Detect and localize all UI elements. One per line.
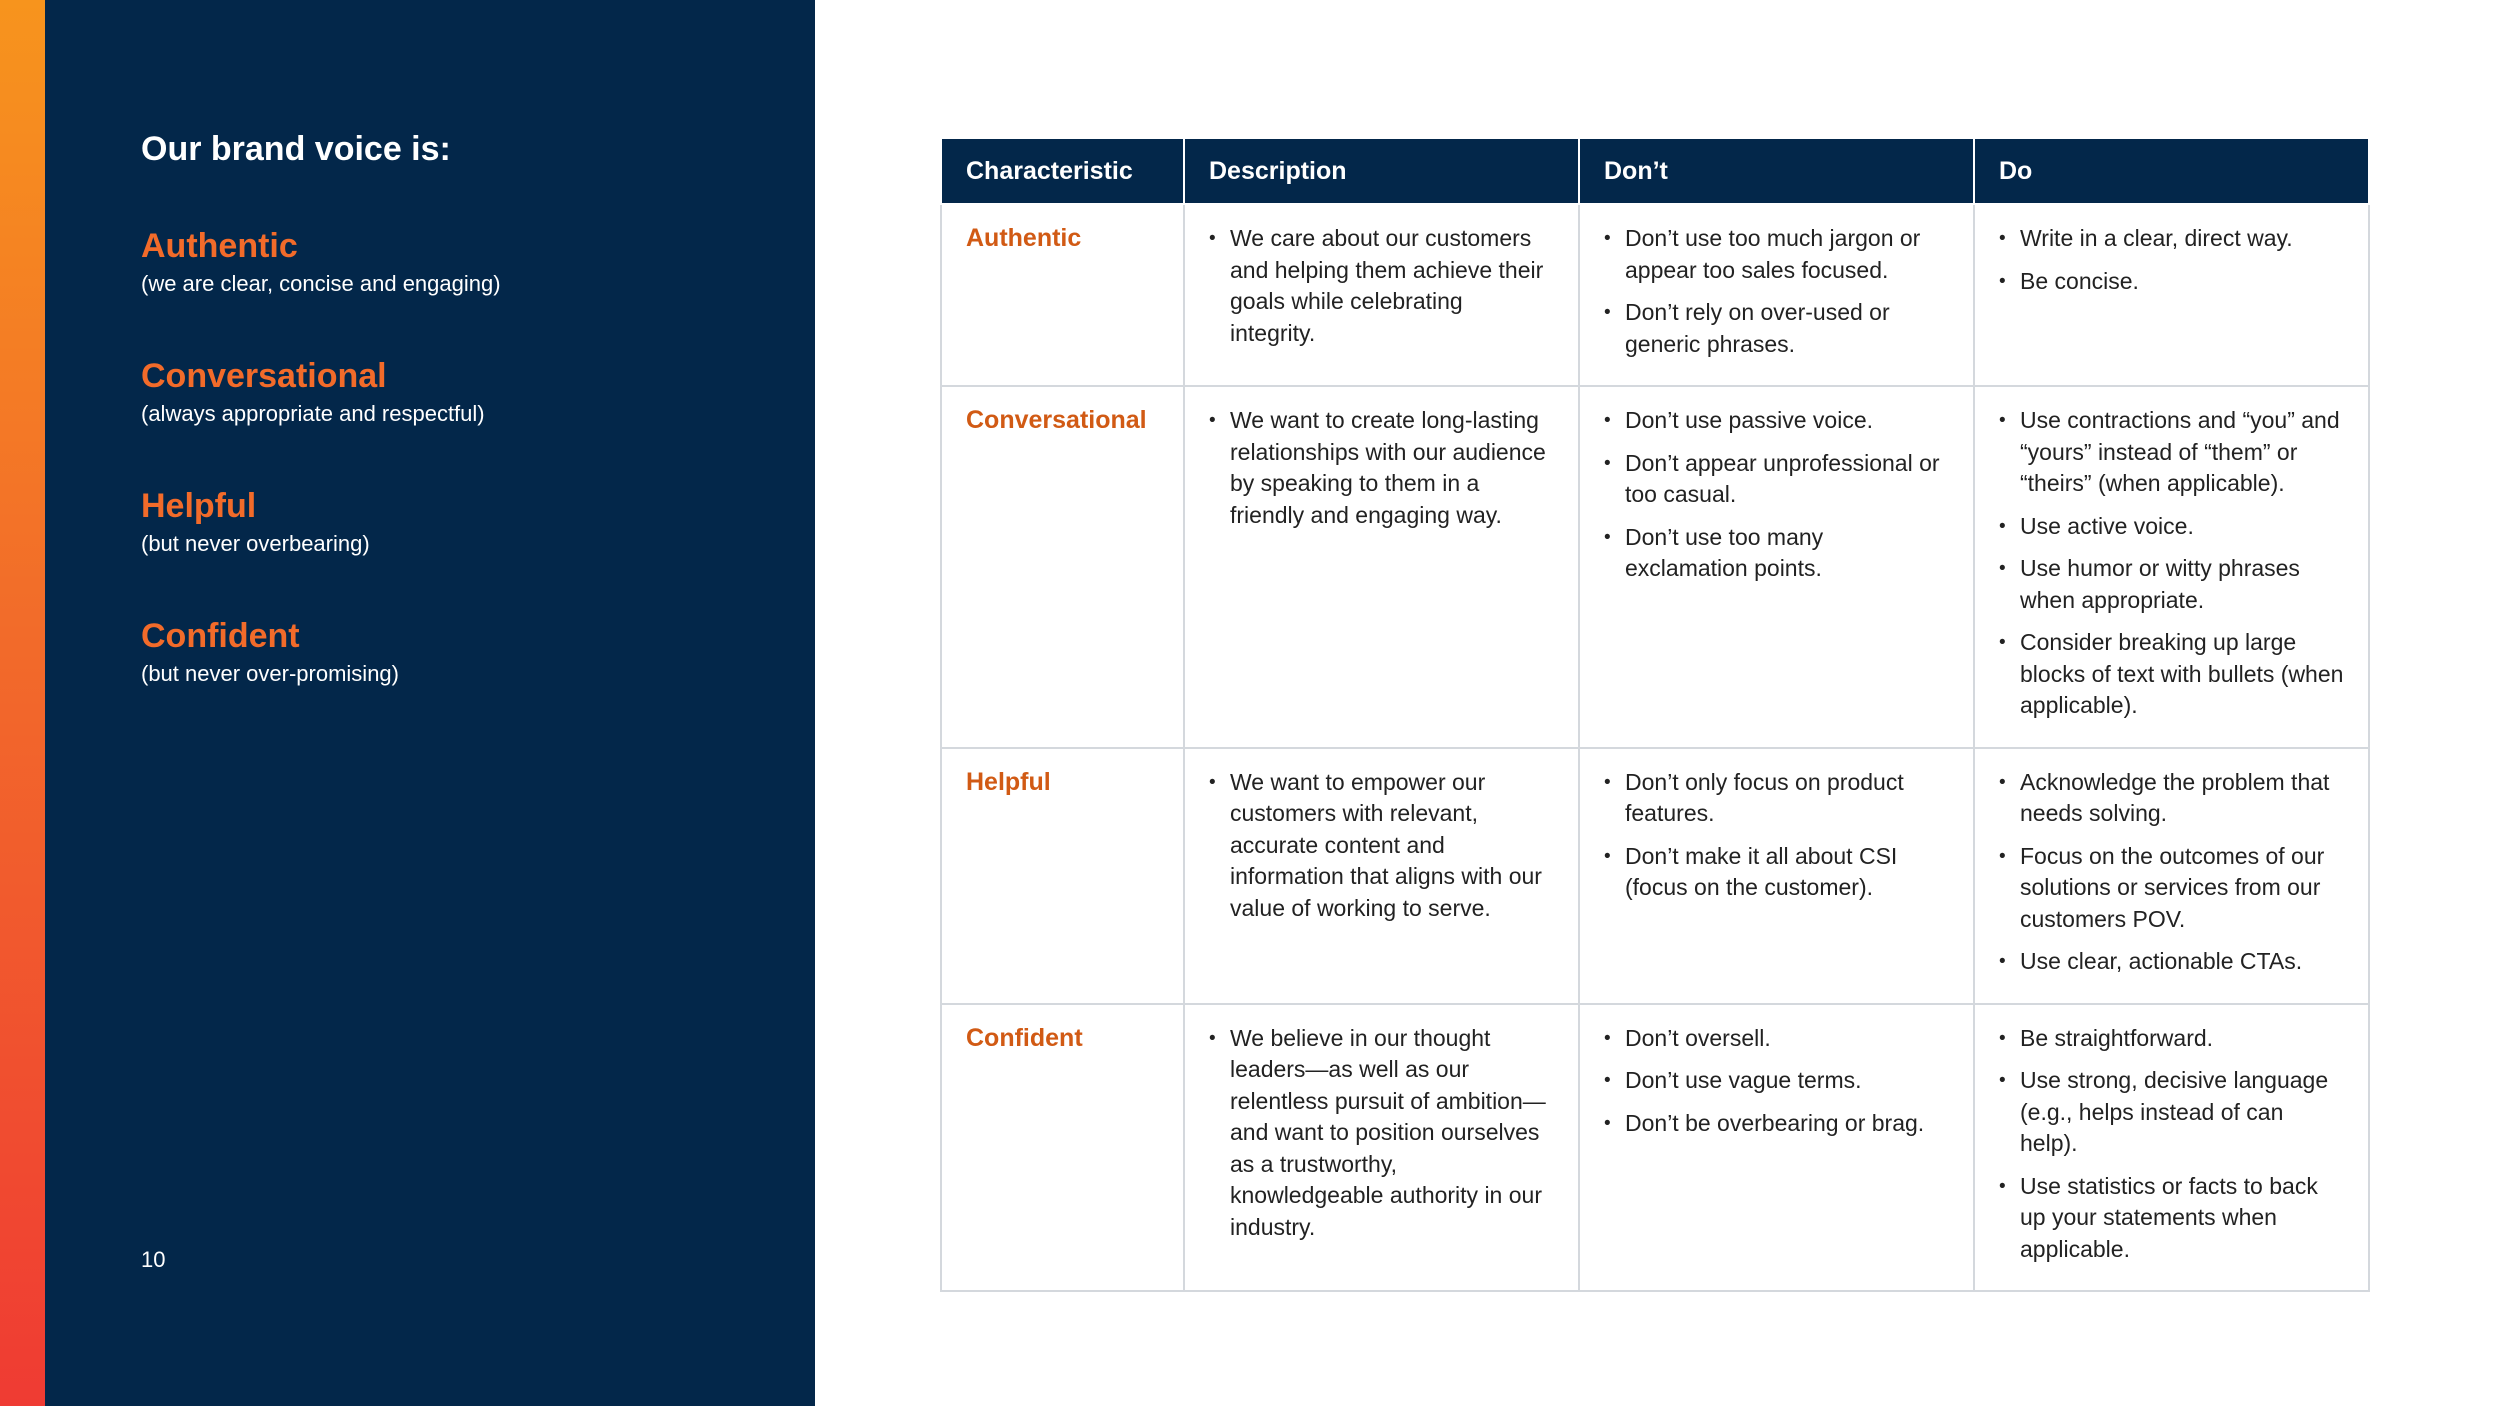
list-item: • We care about our customers and helping them achieve their goals while celebrating integrity. (1209, 223, 1554, 349)
list-item: • Write in a clear, direct way. (1999, 223, 2344, 255)
do-list (1999, 223, 2344, 297)
dont-list (1604, 405, 1949, 585)
accent-gradient-bar (0, 0, 45, 1406)
do-cell (1974, 1004, 2369, 1292)
list-item: • Don’t use passive voice. (1604, 405, 1949, 437)
list-item: • Use clear, actionable CTAs. (1999, 946, 2344, 978)
voice-subtitle: (we are clear, concise and engaging) (141, 271, 501, 296)
description-cell (1184, 204, 1579, 386)
do-list (1999, 1023, 2344, 1266)
voice-item-confident (141, 615, 781, 745)
list-item: • Don’t use too much jargon or appear too sales focused. (1604, 223, 1949, 286)
list-item: • Focus on the outcomes of our solutions or services from our customers POV. (1999, 841, 2344, 936)
description-list (1209, 405, 1554, 531)
list-item: • Acknowledge the problem that needs solving. (1999, 767, 2344, 830)
do-list (1999, 767, 2344, 978)
page-title: Our brand voice is: (141, 130, 451, 168)
list-item: • Don’t be overbearing or brag. (1604, 1108, 1949, 1140)
voice-item-conversational (141, 355, 781, 485)
dont-list (1604, 767, 1949, 904)
brand-voice-table (940, 137, 2370, 1292)
voice-subtitle: (but never over-promising) (141, 661, 399, 686)
voice-title: Conversational (141, 357, 387, 395)
sidebar-panel (45, 0, 815, 1406)
list-item: • Don’t use too many exclamation points. (1604, 522, 1949, 585)
list-item: • Don’t oversell. (1604, 1023, 1949, 1055)
column-header-characteristic: Characteristic (941, 138, 1184, 204)
dont-cell (1579, 1004, 1974, 1292)
list-item: • Use statistics or facts to back up your statements when applicable. (1999, 1171, 2344, 1266)
do-list (1999, 405, 2344, 722)
dont-cell (1579, 204, 1974, 386)
list-item: • Use active voice. (1999, 511, 2344, 543)
do-cell (1974, 748, 2369, 1004)
table-row (941, 1004, 2369, 1292)
column-header-description: Description (1184, 138, 1579, 204)
list-item: • Use humor or witty phrases when appropriate. (1999, 553, 2344, 616)
list-item: • Use contractions and “you” and “yours” instead of “them” or “theirs” (when applicable). (1999, 405, 2344, 500)
do-cell (1974, 386, 2369, 748)
page-number: 10 (141, 1247, 166, 1272)
list-item: • Don’t make it all about CSI (focus on the customer). (1604, 841, 1949, 904)
list-item: • Be concise. (1999, 266, 2344, 298)
voice-subtitle: (but never overbearing) (141, 531, 370, 556)
dont-list (1604, 1023, 1949, 1140)
voice-subtitle: (always appropriate and respectful) (141, 401, 485, 426)
dont-cell (1579, 386, 1974, 748)
list-item: • Don’t only focus on product features. (1604, 767, 1949, 830)
table-row (941, 204, 2369, 386)
voice-item-helpful (141, 485, 781, 615)
voice-title: Authentic (141, 227, 298, 265)
list-item: • We want to empower our customers with relevant, accurate content and information that aligns with our value of working to serve. (1209, 767, 1554, 925)
characteristic-cell: Helpful (941, 748, 1184, 1004)
description-list (1209, 223, 1554, 349)
dont-cell (1579, 748, 1974, 1004)
brand-voice-table-container (940, 137, 2368, 1292)
table-header-row (941, 138, 2369, 204)
list-item: • Be straightforward. (1999, 1023, 2344, 1055)
brand-voice-list (141, 225, 781, 745)
list-item: • Use strong, decisive language (e.g., helps instead of can help). (1999, 1065, 2344, 1160)
table-row (941, 386, 2369, 748)
list-item: • We want to create long-lasting relationships with our audience by speaking to them in a friendly and engaging way. (1209, 405, 1554, 531)
description-list (1209, 767, 1554, 925)
table-row (941, 748, 2369, 1004)
description-list (1209, 1023, 1554, 1244)
list-item: • Don’t use vague terms. (1604, 1065, 1949, 1097)
voice-title: Helpful (141, 487, 257, 525)
description-cell (1184, 386, 1579, 748)
characteristic-cell: Conversational (941, 386, 1184, 748)
list-item: • Consider breaking up large blocks of text with bullets (when applicable). (1999, 627, 2344, 722)
column-header-dont: Don’t (1579, 138, 1974, 204)
description-cell (1184, 748, 1579, 1004)
column-header-do: Do (1974, 138, 2369, 204)
voice-title: Confident (141, 617, 300, 655)
list-item: • We believe in our thought leaders—as well as our relentless pursuit of ambition—and want to position ourselves as a trustworthy, knowledgeable authority in our industry. (1209, 1023, 1554, 1244)
do-cell (1974, 204, 2369, 386)
list-item: • Don’t appear unprofessional or too casual. (1604, 448, 1949, 511)
description-cell (1184, 1004, 1579, 1292)
characteristic-cell: Confident (941, 1004, 1184, 1292)
dont-list (1604, 223, 1949, 360)
voice-item-authentic (141, 225, 781, 355)
characteristic-cell: Authentic (941, 204, 1184, 386)
list-item: • Don’t rely on over-used or generic phrases. (1604, 297, 1949, 360)
